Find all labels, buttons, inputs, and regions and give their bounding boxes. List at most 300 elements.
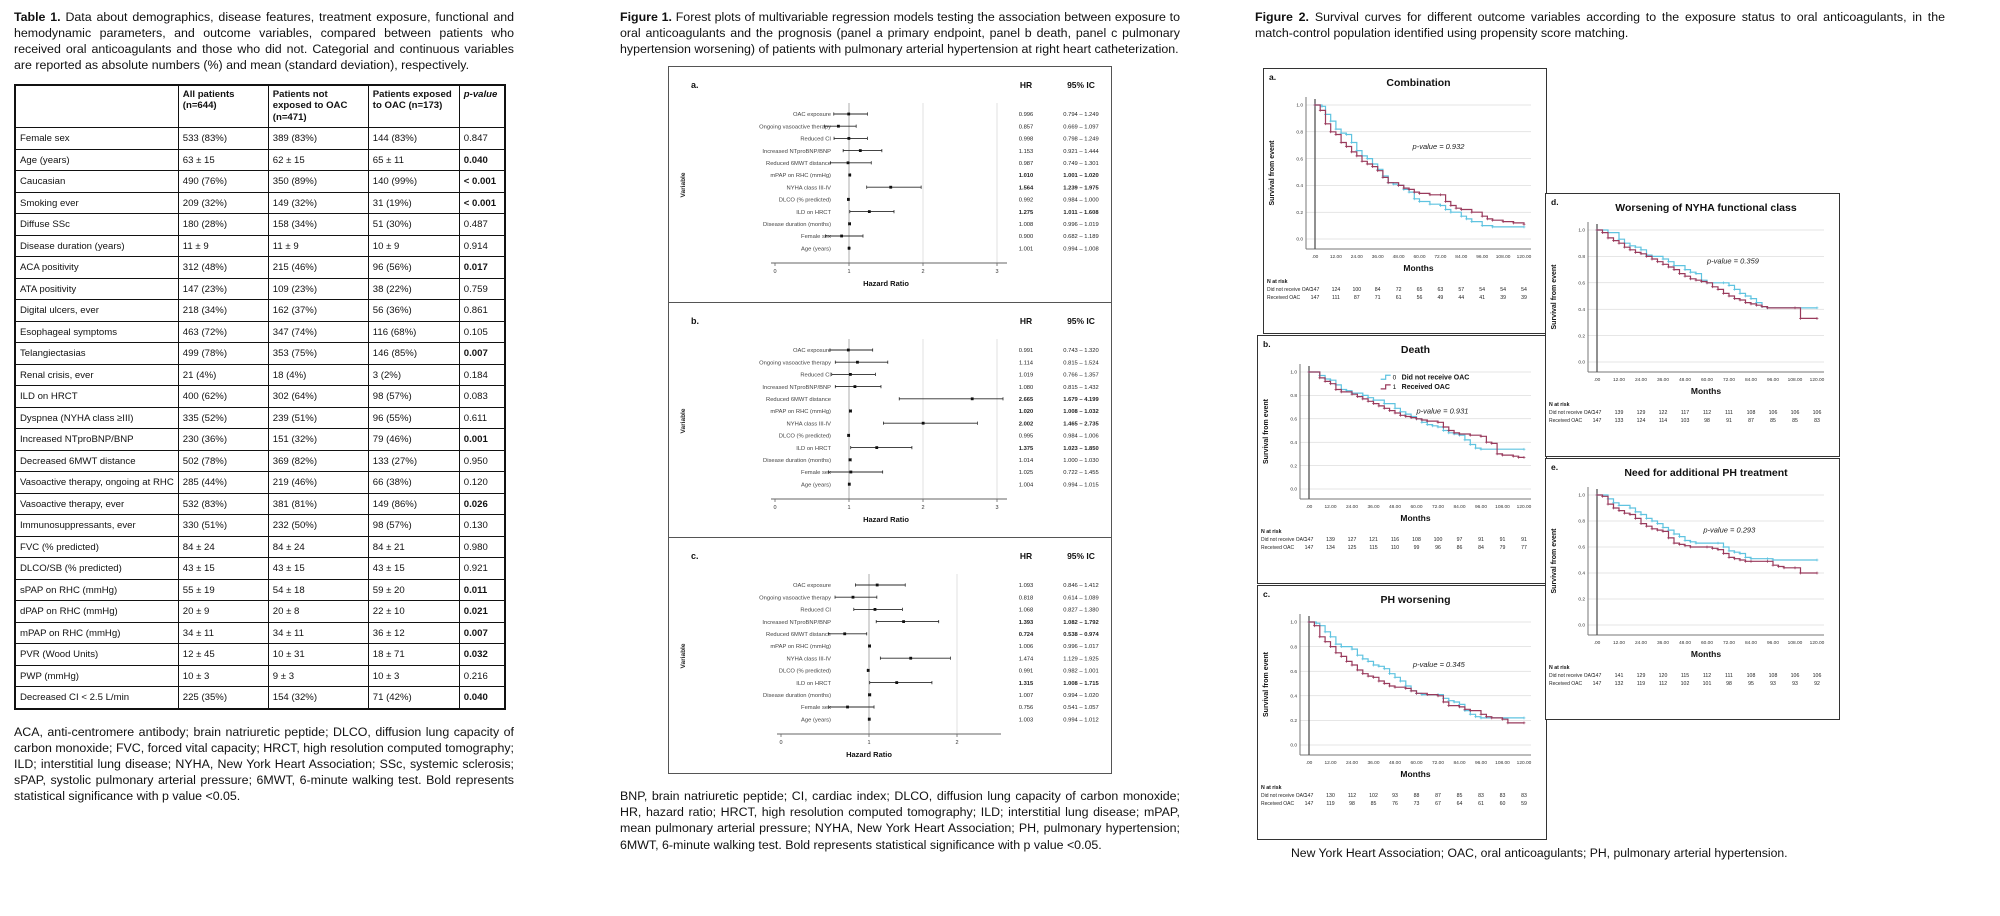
table-row xyxy=(15,558,505,580)
svg-text:111: 111 xyxy=(1331,295,1340,301)
svg-text:0.798 – 1.249: 0.798 – 1.249 xyxy=(1063,136,1099,143)
svg-text:mPAP on RHC (mmHg): mPAP on RHC (mmHg) xyxy=(770,173,831,180)
row-label-cell: ATA positivity xyxy=(15,278,178,300)
svg-text:0.987: 0.987 xyxy=(1018,161,1034,168)
exposed-cell: 31 (19%) xyxy=(368,192,459,214)
svg-text:147: 147 xyxy=(1592,418,1602,424)
figure1-footnote: BNP, brain natriuretic peptide; CI, cardiac index; DLCO, diffusion lung capacity of carbon monoxide; HR, hazard ratio; HRCT, high resolution computed tomography; ILD; interstitial lung disease; mPAP, mean pulmonary arterial pressure; NYHA, New York Heart Association; PH, pulmonary hypertension; 6MWT, 6-minute walking test. Bold represents statistical significance with p value <0.05. xyxy=(620,789,1180,852)
svg-text:0.815 – 1.524: 0.815 – 1.524 xyxy=(1063,360,1099,367)
p-value-cell: 0.032 xyxy=(459,644,505,666)
svg-text:71: 71 xyxy=(1374,295,1381,301)
svg-text:24.00: 24.00 xyxy=(1345,505,1359,510)
table-row xyxy=(15,278,505,300)
table-row xyxy=(15,687,505,709)
not-exposed-cell: 350 (89%) xyxy=(268,171,368,193)
svg-text:108: 108 xyxy=(1746,410,1756,416)
row-label-cell: dPAP on RHC (mmHg) xyxy=(15,601,178,623)
svg-text:Female sex: Female sex xyxy=(801,469,831,476)
svg-text:54: 54 xyxy=(1479,287,1486,293)
svg-text:127: 127 xyxy=(1347,537,1357,543)
svg-text:b.: b. xyxy=(691,315,699,326)
svg-text:N at risk: N at risk xyxy=(1261,785,1282,791)
svg-text:83: 83 xyxy=(1814,418,1820,424)
svg-text:1.008 – 1.715: 1.008 – 1.715 xyxy=(1063,680,1099,687)
svg-text:p-value = 0.293: p-value = 0.293 xyxy=(1703,525,1756,535)
table-row xyxy=(15,214,505,236)
row-label-cell: Immunosuppressants, ever xyxy=(15,515,178,537)
svg-text:1.564: 1.564 xyxy=(1018,185,1034,192)
svg-text:91: 91 xyxy=(1478,537,1484,543)
svg-text:48.00: 48.00 xyxy=(1388,761,1402,766)
svg-text:147: 147 xyxy=(1592,681,1602,687)
svg-text:0.6: 0.6 xyxy=(1290,417,1297,423)
svg-text:72.00: 72.00 xyxy=(1722,378,1736,383)
svg-text:59: 59 xyxy=(1521,801,1527,807)
svg-text:24.00: 24.00 xyxy=(1345,761,1359,766)
all-patients-cell: 63 ± 15 xyxy=(178,149,268,171)
svg-text:61: 61 xyxy=(1478,801,1484,807)
svg-text:91: 91 xyxy=(1521,537,1527,543)
row-label-cell: sPAP on RHC (mmHg) xyxy=(15,579,178,601)
not-exposed-cell: 151 (32%) xyxy=(268,429,368,451)
svg-text:1.019: 1.019 xyxy=(1018,372,1034,379)
svg-text:0.6: 0.6 xyxy=(1578,281,1585,287)
svg-text:106: 106 xyxy=(1812,410,1822,416)
svg-text:39: 39 xyxy=(1521,295,1527,301)
svg-text:129: 129 xyxy=(1636,673,1646,679)
svg-text:1.010: 1.010 xyxy=(1018,173,1034,180)
svg-text:Age (years): Age (years) xyxy=(801,717,831,724)
svg-text:147: 147 xyxy=(1304,545,1314,551)
exposed-cell: 22 ± 10 xyxy=(368,601,459,623)
table-row xyxy=(15,472,505,494)
table-row xyxy=(15,128,505,150)
figure1-forest-plots xyxy=(668,66,1112,774)
svg-text:1.465 – 2.735: 1.465 – 2.735 xyxy=(1063,421,1099,428)
svg-text:36.00: 36.00 xyxy=(1367,761,1380,766)
svg-text:Female sex: Female sex xyxy=(801,234,831,241)
svg-text:85: 85 xyxy=(1456,793,1463,799)
svg-text:1.0: 1.0 xyxy=(1296,103,1303,109)
gridlines xyxy=(1290,620,1531,749)
svg-text:121: 121 xyxy=(1369,537,1378,543)
svg-text:Hazard Ratio: Hazard Ratio xyxy=(863,279,909,289)
svg-text:120.00: 120.00 xyxy=(1809,378,1825,383)
svg-text:108.00: 108.00 xyxy=(1495,255,1511,260)
svg-text:1.007: 1.007 xyxy=(1018,693,1034,700)
all-patients-cell: 55 ± 19 xyxy=(178,579,268,601)
svg-text:Did not receive OAC: Did not receive OAC xyxy=(1261,537,1307,543)
svg-text:130: 130 xyxy=(1326,793,1335,799)
table-row xyxy=(15,257,505,279)
svg-text:103: 103 xyxy=(1680,418,1690,424)
svg-text:1.474: 1.474 xyxy=(1018,656,1034,663)
table-row xyxy=(15,343,505,365)
svg-text:1.153: 1.153 xyxy=(1018,148,1034,155)
svg-text:.00: .00 xyxy=(1305,505,1313,510)
p-value-cell: 0.007 xyxy=(459,343,505,365)
svg-text:106: 106 xyxy=(1790,410,1800,416)
all-patients-cell: 21 (4%) xyxy=(178,364,268,386)
svg-text:96: 96 xyxy=(1435,545,1441,551)
svg-text:N at risk: N at risk xyxy=(1549,402,1570,408)
x-axis xyxy=(771,263,1007,275)
svg-text:57: 57 xyxy=(1458,287,1465,293)
gridlines xyxy=(849,339,997,499)
svg-text:0.766 – 1.357: 0.766 – 1.357 xyxy=(1063,372,1099,379)
svg-text:HR: HR xyxy=(1019,551,1033,562)
svg-text:Variable: Variable xyxy=(680,408,687,434)
svg-text:1.315: 1.315 xyxy=(1018,680,1034,687)
svg-text:OAC exposure: OAC exposure xyxy=(792,112,831,119)
panel-letter: b. xyxy=(1263,339,1271,349)
svg-text:106: 106 xyxy=(1790,673,1800,679)
p-value-cell: 0.487 xyxy=(459,214,505,236)
svg-text:60.00: 60.00 xyxy=(1410,505,1423,510)
table1-header-cell xyxy=(15,85,178,128)
svg-text:87: 87 xyxy=(1353,295,1360,301)
row-label-cell: PVR (Wood Units) xyxy=(15,644,178,666)
exposed-cell: 146 (85%) xyxy=(368,343,459,365)
svg-text:95% IC: 95% IC xyxy=(1067,551,1095,562)
p-value-cell: 0.011 xyxy=(459,579,505,601)
table-row xyxy=(15,364,505,386)
all-patients-cell: 147 (23%) xyxy=(178,278,268,300)
svg-text:DLCO (% predicted): DLCO (% predicted) xyxy=(778,433,831,440)
svg-text:Did not receive OAC: Did not receive OAC xyxy=(1267,287,1313,293)
svg-text:Did not receive OAC: Did not receive OAC xyxy=(1549,673,1595,679)
svg-text:139: 139 xyxy=(1614,410,1624,416)
svg-text:0.984 – 1.000: 0.984 – 1.000 xyxy=(1063,197,1099,204)
svg-text:2.002: 2.002 xyxy=(1018,421,1034,428)
svg-text:133: 133 xyxy=(1614,418,1624,424)
svg-text:147: 147 xyxy=(1592,410,1602,416)
svg-text:0.4: 0.4 xyxy=(1290,694,1297,700)
exposed-cell: 10 ± 9 xyxy=(368,235,459,257)
svg-text:1.393: 1.393 xyxy=(1018,619,1034,626)
p-value-cell: 0.017 xyxy=(459,257,505,279)
survival-plot-svg xyxy=(1258,586,1544,837)
table1 xyxy=(14,84,506,710)
all-patients-cell: 285 (44%) xyxy=(178,472,268,494)
x-axis xyxy=(771,499,1007,511)
gridlines xyxy=(1578,228,1824,366)
svg-text:0.669 – 1.097: 0.669 – 1.097 xyxy=(1063,124,1099,131)
svg-text:p-value = 0.345: p-value = 0.345 xyxy=(1412,659,1465,669)
not-exposed-cell: 219 (46%) xyxy=(268,472,368,494)
not-exposed-cell: 149 (32%) xyxy=(268,192,368,214)
svg-text:0.4: 0.4 xyxy=(1296,184,1303,190)
p-value-cell: 0.950 xyxy=(459,450,505,472)
svg-text:1: 1 xyxy=(847,504,851,511)
svg-text:115: 115 xyxy=(1369,545,1378,551)
svg-text:OAC exposure: OAC exposure xyxy=(792,583,831,590)
svg-text:0.4: 0.4 xyxy=(1578,307,1585,313)
svg-text:120.00: 120.00 xyxy=(1809,641,1825,646)
p-value-cell: 0.120 xyxy=(459,472,505,494)
not-exposed-cell: 162 (37%) xyxy=(268,300,368,322)
svg-text:0.2: 0.2 xyxy=(1290,464,1297,470)
all-patients-cell: 533 (83%) xyxy=(178,128,268,150)
svg-text:1.0: 1.0 xyxy=(1290,370,1297,376)
svg-text:0.749 – 1.301: 0.749 – 1.301 xyxy=(1063,161,1099,168)
svg-text:mPAP on RHC (mmHg): mPAP on RHC (mmHg) xyxy=(770,644,831,651)
table-row xyxy=(15,149,505,171)
svg-text:124: 124 xyxy=(1636,418,1646,424)
svg-text:98: 98 xyxy=(1726,681,1732,687)
svg-text:134: 134 xyxy=(1326,545,1335,551)
svg-text:1: 1 xyxy=(1392,383,1397,391)
km-panel-b xyxy=(1257,335,1547,584)
svg-text:N at risk: N at risk xyxy=(1549,665,1570,671)
svg-text:mPAP on RHC (mmHg): mPAP on RHC (mmHg) xyxy=(770,408,831,415)
not-exposed-cell: 18 (4%) xyxy=(268,364,368,386)
table-row xyxy=(15,235,505,257)
svg-text:1.020: 1.020 xyxy=(1018,408,1034,415)
svg-text:120.00: 120.00 xyxy=(1516,761,1532,766)
svg-text:Increased NTproBNP/BNP: Increased NTproBNP/BNP xyxy=(762,619,831,626)
svg-text:36.00: 36.00 xyxy=(1656,641,1670,646)
svg-text:108.00: 108.00 xyxy=(1495,505,1510,510)
svg-text:125: 125 xyxy=(1347,545,1357,551)
svg-text:Death: Death xyxy=(1400,344,1431,356)
svg-text:1.275: 1.275 xyxy=(1018,209,1034,216)
all-patients-cell: 20 ± 9 xyxy=(178,601,268,623)
svg-text:84.00: 84.00 xyxy=(1455,255,1468,260)
svg-text:0.996 – 1.019: 0.996 – 1.019 xyxy=(1063,222,1099,229)
svg-text:124: 124 xyxy=(1331,287,1341,293)
svg-text:147: 147 xyxy=(1304,801,1314,807)
gridlines xyxy=(849,103,997,263)
svg-text:77: 77 xyxy=(1521,545,1527,551)
exposed-cell: 98 (57%) xyxy=(368,515,459,537)
all-patients-cell: 12 ± 45 xyxy=(178,644,268,666)
svg-text:132: 132 xyxy=(1614,681,1624,687)
svg-text:0.8: 0.8 xyxy=(1290,645,1297,651)
svg-text:Survival from event: Survival from event xyxy=(1551,264,1558,330)
row-label-cell: Digital ulcers, ever xyxy=(15,300,178,322)
svg-text:PH worsening: PH worsening xyxy=(1380,594,1451,606)
all-patients-cell: 400 (62%) xyxy=(178,386,268,408)
row-label-cell: Dyspnea (NYHA class ≥III) xyxy=(15,407,178,429)
p-value-cell: < 0.001 xyxy=(459,171,505,193)
svg-text:0.6: 0.6 xyxy=(1296,157,1303,163)
svg-text:114: 114 xyxy=(1658,418,1668,424)
svg-text:147: 147 xyxy=(1592,673,1602,679)
not-exposed-cell: 34 ± 11 xyxy=(268,622,368,644)
svg-text:93: 93 xyxy=(1792,681,1798,687)
svg-text:0.846 – 1.412: 0.846 – 1.412 xyxy=(1063,583,1099,590)
svg-text:Survival from event: Survival from event xyxy=(1269,140,1276,206)
exposed-cell: 84 ± 21 xyxy=(368,536,459,558)
exposed-cell: 79 (46%) xyxy=(368,429,459,451)
svg-text:110: 110 xyxy=(1390,545,1400,551)
axes xyxy=(1306,97,1532,260)
svg-text:98: 98 xyxy=(1349,801,1355,807)
svg-text:1.0: 1.0 xyxy=(1290,620,1297,626)
svg-text:93: 93 xyxy=(1392,793,1398,799)
svg-text:0.994 – 1.008: 0.994 – 1.008 xyxy=(1063,246,1099,253)
svg-text:3: 3 xyxy=(995,269,999,276)
svg-text:2: 2 xyxy=(921,504,925,511)
svg-text:0.900: 0.900 xyxy=(1018,234,1034,241)
svg-text:96.00: 96.00 xyxy=(1476,255,1489,260)
svg-text:0: 0 xyxy=(773,504,777,511)
svg-text:ILD on HRCT: ILD on HRCT xyxy=(796,680,831,687)
not-exposed-cell: 369 (82%) xyxy=(268,450,368,472)
svg-text:Did not receive OAC: Did not receive OAC xyxy=(1549,410,1595,416)
svg-text:108.00: 108.00 xyxy=(1787,641,1803,646)
svg-text:.00: .00 xyxy=(1311,255,1319,260)
p-value-cell: 0.921 xyxy=(459,558,505,580)
table-row xyxy=(15,386,505,408)
svg-text:Received OAC: Received OAC xyxy=(1267,295,1301,301)
table-row xyxy=(15,515,505,537)
svg-text:Survival from event: Survival from event xyxy=(1263,652,1270,717)
svg-text:115: 115 xyxy=(1680,673,1690,679)
p-value-cell: 0.021 xyxy=(459,601,505,623)
svg-text:39: 39 xyxy=(1500,295,1506,301)
svg-text:0.722 – 1.455: 0.722 – 1.455 xyxy=(1063,469,1099,476)
exposed-cell: 133 (27%) xyxy=(368,450,459,472)
all-patients-cell: 180 (28%) xyxy=(178,214,268,236)
n-at-risk xyxy=(1261,529,1527,551)
svg-text:36.00: 36.00 xyxy=(1371,255,1384,260)
not-exposed-cell: 389 (83%) xyxy=(268,128,368,150)
svg-text:DLCO (% predicted): DLCO (% predicted) xyxy=(778,668,831,675)
all-patients-cell: 225 (35%) xyxy=(178,687,268,709)
table1-caption-text: Data about demographics, disease features, treatment exposure, functional and hemodynamic parameters, and outcome variables, compared between patients who received oral anticoagulants and those who did not. Categorial and continuous variables are reported as absolute numbers (%) and mean (standard deviation), respectively. xyxy=(14,10,514,72)
all-patients-cell: 10 ± 3 xyxy=(178,665,268,687)
svg-text:120.00: 120.00 xyxy=(1516,255,1532,260)
svg-text:129: 129 xyxy=(1636,410,1646,416)
svg-text:Disease duration (months): Disease duration (months) xyxy=(763,222,831,229)
svg-text:0.8: 0.8 xyxy=(1296,130,1303,136)
svg-text:120: 120 xyxy=(1658,673,1668,679)
svg-text:1.0: 1.0 xyxy=(1578,493,1585,499)
table1-header-cell: Patients not exposed to OAC (n=471) xyxy=(268,85,368,128)
svg-text:1.093: 1.093 xyxy=(1018,583,1034,590)
svg-text:60.00: 60.00 xyxy=(1700,641,1714,646)
figure1-label: Figure 1. xyxy=(620,10,672,24)
exposed-cell: 71 (42%) xyxy=(368,687,459,709)
svg-text:67: 67 xyxy=(1435,801,1441,807)
table1-label: Table 1. xyxy=(14,10,61,24)
row-label-cell: Decreased CI < 2.5 L/min xyxy=(15,687,178,709)
svg-text:72: 72 xyxy=(1395,287,1402,293)
svg-text:102: 102 xyxy=(1680,681,1690,687)
table-row xyxy=(15,407,505,429)
curve-no_oac xyxy=(1314,104,1526,229)
svg-text:Received OAC: Received OAC xyxy=(1549,418,1583,424)
svg-text:79: 79 xyxy=(1499,545,1506,551)
svg-text:24.00: 24.00 xyxy=(1350,255,1363,260)
svg-text:139: 139 xyxy=(1326,537,1335,543)
svg-text:p-value = 0.359: p-value = 0.359 xyxy=(1707,256,1759,266)
svg-text:0.991: 0.991 xyxy=(1018,347,1034,354)
svg-text:.00: .00 xyxy=(1305,761,1313,766)
axes xyxy=(1588,222,1825,383)
svg-text:1.025: 1.025 xyxy=(1018,469,1034,476)
figure2-caption xyxy=(1255,10,1945,42)
km-panel-e xyxy=(1545,458,1840,720)
svg-text:92: 92 xyxy=(1814,681,1820,687)
svg-text:1.000 – 1.030: 1.000 – 1.030 xyxy=(1063,457,1099,464)
svg-text:1.011 – 1.608: 1.011 – 1.608 xyxy=(1063,209,1099,216)
svg-text:0.998: 0.998 xyxy=(1018,136,1034,143)
not-exposed-cell: 9 ± 3 xyxy=(268,665,368,687)
svg-text:Reduced 6MWT distance: Reduced 6MWT distance xyxy=(766,161,831,168)
svg-text:NYHA class III-IV: NYHA class III-IV xyxy=(786,185,831,192)
svg-text:86: 86 xyxy=(1456,545,1463,551)
svg-text:112: 112 xyxy=(1347,793,1357,799)
row-label-cell: FVC (% predicted) xyxy=(15,536,178,558)
not-exposed-cell: 215 (46%) xyxy=(268,257,368,279)
svg-text:0: 0 xyxy=(773,269,777,276)
table-row xyxy=(15,644,505,666)
svg-text:98: 98 xyxy=(1704,418,1710,424)
p-value-cell: 0.040 xyxy=(459,687,505,709)
not-exposed-cell: 347 (74%) xyxy=(268,321,368,343)
km-panel-a xyxy=(1263,68,1547,334)
svg-text:1: 1 xyxy=(867,740,871,747)
svg-text:108.00: 108.00 xyxy=(1495,761,1510,766)
svg-text:Disease duration (months): Disease duration (months) xyxy=(763,693,831,700)
svg-text:24.00: 24.00 xyxy=(1634,641,1648,646)
curve-oac xyxy=(1314,104,1526,226)
table1-header-cell: p-value xyxy=(459,85,505,128)
svg-text:Months: Months xyxy=(1690,649,1722,659)
svg-text:147: 147 xyxy=(1304,537,1314,543)
svg-text:0: 0 xyxy=(1392,374,1397,382)
figure2-panels xyxy=(1255,54,1945,854)
row-label-cell: Female sex xyxy=(15,128,178,150)
svg-text:147: 147 xyxy=(1310,295,1320,301)
curve-no_oac xyxy=(1596,229,1819,310)
not-exposed-cell: 109 (23%) xyxy=(268,278,368,300)
svg-text:84: 84 xyxy=(1478,545,1484,551)
p-value-cell: 0.026 xyxy=(459,493,505,515)
table-row xyxy=(15,665,505,687)
svg-text:0.682 – 1.189: 0.682 – 1.189 xyxy=(1063,234,1099,241)
svg-text:0.614 – 1.089: 0.614 – 1.089 xyxy=(1063,595,1099,602)
forest-rows xyxy=(759,348,1099,488)
p-value-cell: 0.040 xyxy=(459,149,505,171)
svg-text:85: 85 xyxy=(1770,418,1776,424)
svg-text:91: 91 xyxy=(1726,418,1732,424)
all-patients-cell: 490 (76%) xyxy=(178,171,268,193)
exposed-cell: 59 ± 20 xyxy=(368,579,459,601)
svg-text:119: 119 xyxy=(1326,801,1335,807)
table-row xyxy=(15,171,505,193)
svg-text:60: 60 xyxy=(1499,801,1506,807)
svg-text:63: 63 xyxy=(1437,287,1444,293)
svg-text:Did not receive OAC: Did not receive OAC xyxy=(1401,374,1470,382)
svg-text:2: 2 xyxy=(921,269,925,276)
svg-text:0.8: 0.8 xyxy=(1290,394,1297,400)
panel-letter: d. xyxy=(1551,197,1559,207)
panel-letter: a. xyxy=(1269,72,1277,82)
table-row xyxy=(15,622,505,644)
table-row xyxy=(15,321,505,343)
gridlines xyxy=(869,574,957,734)
table-row xyxy=(15,493,505,515)
table-row xyxy=(15,300,505,322)
svg-text:95% IC: 95% IC xyxy=(1067,80,1095,91)
svg-text:0.996: 0.996 xyxy=(1018,112,1034,119)
svg-text:Months: Months xyxy=(1400,513,1431,523)
svg-text:60.00: 60.00 xyxy=(1413,255,1426,260)
